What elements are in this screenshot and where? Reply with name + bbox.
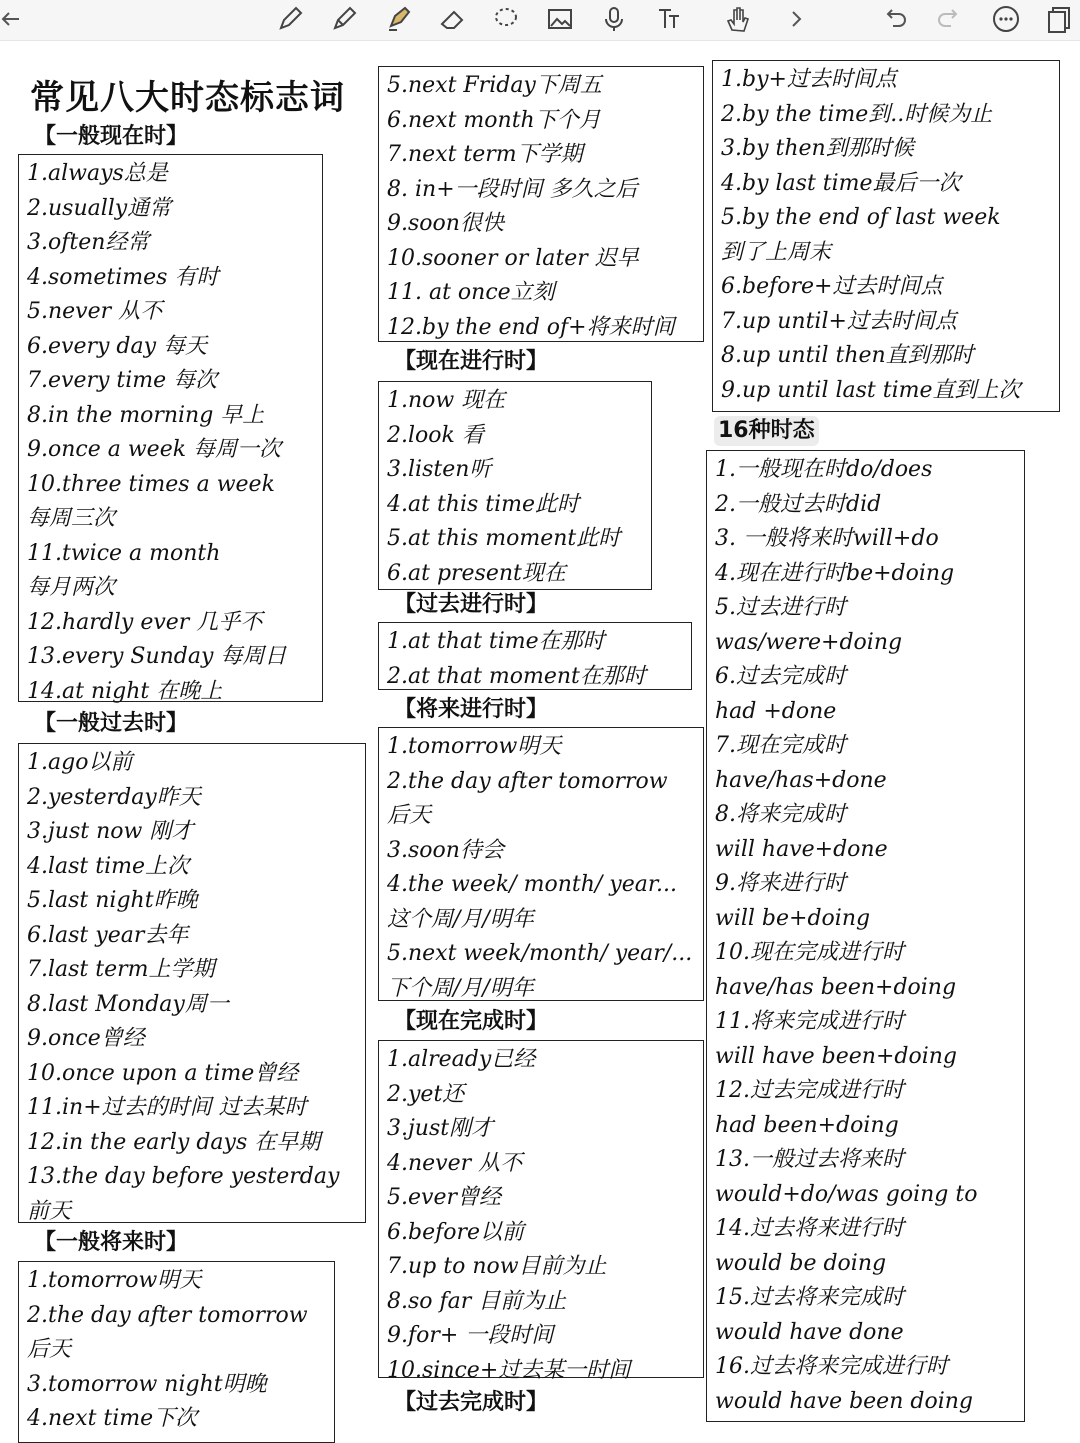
list-item: will have been+doing: [715, 1043, 957, 1069]
list-item: 5.next Friday下周五: [387, 73, 602, 98]
redo-icon[interactable]: [932, 2, 968, 36]
list-item: 12.by the end of+将来时间: [387, 314, 675, 340]
list-item: 10.three times a week: [27, 471, 275, 497]
box-simple-present: [18, 154, 323, 702]
list-item: have/has+done: [715, 767, 887, 793]
list-item: 15.过去将来完成时: [715, 1285, 904, 1310]
list-item: 4.at this time此时: [387, 491, 580, 517]
list-item: 7.last term上学期: [27, 957, 215, 982]
list-item: 5.by the end of last week: [721, 205, 1001, 230]
list-item: 2.一般过去时did: [715, 491, 882, 517]
list-item: 4.sometimes 有时: [27, 264, 219, 290]
list-item: have/has been+doing: [715, 974, 957, 1000]
box-future-continuous: [378, 727, 704, 1001]
undo-icon[interactable]: [876, 2, 912, 36]
list-item: 6.last year去年: [27, 922, 189, 948]
list-item: 8.in the morning 早上: [27, 402, 265, 428]
list-item: 1.一般现在时do/does: [715, 457, 933, 482]
list-item: 12.hardly ever 几乎不: [27, 609, 263, 635]
top-toolbar: [0, 0, 1080, 41]
list-item: would be doing: [715, 1250, 887, 1276]
section-header-simple-past: 【一般过去时】: [34, 711, 189, 736]
page-title: 常见八大时态标志词: [30, 78, 345, 118]
list-item: 4.the week/ month/ year...: [387, 872, 677, 897]
box-simple-future: [18, 1261, 335, 1443]
list-item: 3. 一般将来时will+do: [715, 526, 939, 551]
list-item: 11. at once立刻: [387, 280, 555, 305]
box-present-continuous: [378, 381, 652, 590]
list-item: 2.yesterday昨天: [27, 784, 201, 810]
list-item: 3.listen听: [387, 457, 492, 482]
list-item: 1.already已经: [387, 1047, 536, 1072]
eraser-icon[interactable]: [434, 2, 470, 36]
list-item: 6.at present现在: [387, 560, 566, 586]
section-header-present-perfect: 【现在完成时】: [394, 1009, 549, 1034]
microphone-icon[interactable]: [596, 2, 632, 36]
list-item: 9.for+ 一段时间: [387, 1323, 554, 1348]
pen-icon[interactable]: [272, 2, 308, 36]
list-item: 3.just刚才: [387, 1116, 494, 1141]
list-item: 13.every Sunday 每周日: [27, 644, 287, 669]
list-item: was/were+doing: [715, 629, 903, 655]
list-item: 6.every day 每天: [27, 333, 208, 359]
section-header-past-perfect: 【过去完成时】: [394, 1390, 549, 1415]
list-item: 下个周/月/明年: [387, 975, 534, 1001]
list-item: 后天: [27, 1337, 72, 1362]
list-item: 7.every time 每次: [27, 368, 218, 393]
section-header-sixteen-tenses: 16种时态: [714, 416, 819, 446]
list-item: 3.often经常: [27, 230, 150, 255]
list-item: 1.always总是: [27, 161, 168, 186]
list-item: 9.once a week 每周一次: [27, 437, 282, 462]
section-header-past-continuous: 【过去进行时】: [394, 592, 549, 617]
more-options-icon[interactable]: [988, 2, 1024, 36]
image-icon[interactable]: [542, 2, 578, 36]
list-item: 5.last night昨晚: [27, 888, 198, 913]
box-present-perfect: [378, 1040, 704, 1383]
list-item: 7.next term下学期: [387, 142, 583, 167]
list-item: 3.just now 刚才: [27, 819, 194, 844]
section-header-future-continuous: 【将来进行时】: [394, 697, 549, 722]
highlighter-icon[interactable]: [380, 2, 416, 36]
list-item: 6.过去完成时: [715, 664, 846, 689]
list-item: 14.at night 在晚上: [27, 678, 223, 704]
box-past-continuous: [378, 622, 692, 690]
list-item: 1.at that time在那时: [387, 629, 605, 654]
list-item: 1.tomorrow明天: [387, 734, 562, 759]
list-item: 2.yet还: [387, 1081, 465, 1107]
list-item: 每周三次: [27, 506, 116, 531]
list-item: 4.next time下次: [27, 1406, 198, 1431]
box-past-perfect: [712, 60, 1060, 412]
list-item: 8.up until then直到那时: [721, 343, 974, 368]
list-item: 6.before以前: [387, 1219, 525, 1245]
list-item: 4.by last time最后一次: [721, 170, 961, 196]
list-item: 到了上周末: [721, 239, 832, 265]
box-sixteen-tenses: [706, 450, 1025, 1422]
list-item: 5.ever曾经: [387, 1185, 501, 1210]
list-item: 1.by+过去时间点: [721, 67, 897, 92]
list-item: 6.before+过去时间点: [721, 274, 943, 299]
list-item: 13.the day before yesterday: [27, 1164, 340, 1189]
list-item: 8.so far 目前为止: [387, 1288, 567, 1314]
list-item: 11.twice a month: [27, 540, 221, 566]
list-item: 2.the day after tomorrow: [27, 1302, 308, 1328]
list-item: 8.last Monday周一: [27, 991, 229, 1017]
list-item: 6.next month下个月: [387, 107, 601, 133]
list-item: 1.ago以前: [27, 750, 133, 775]
list-item: will have+done: [715, 836, 888, 862]
list-item: 4.last time上次: [27, 853, 190, 879]
list-item: 4.never 从不: [387, 1150, 523, 1176]
list-item: 后天: [387, 803, 432, 828]
list-item: 12.过去完成进行时: [715, 1078, 904, 1103]
list-item: 10.sooner or later 迟早: [387, 245, 639, 271]
list-item: 2.look 看: [387, 422, 484, 448]
list-item: 4.现在进行时be+doing: [715, 560, 955, 586]
pages-icon[interactable]: [1042, 2, 1078, 36]
list-item: 3.tomorrow night明晚: [27, 1371, 267, 1397]
list-item: 12.in the early days 在早期: [27, 1129, 321, 1155]
chevron-right-icon[interactable]: [778, 2, 814, 36]
list-item: 16.过去将来完成进行时: [715, 1354, 948, 1379]
list-item: 5.过去进行时: [715, 595, 846, 620]
list-item: 3.soon待会: [387, 837, 504, 863]
list-item: 7.up until+过去时间点: [721, 308, 957, 334]
back-arrow-icon[interactable]: [0, 2, 30, 36]
list-item: 7.现在完成时: [715, 733, 846, 758]
list-item: 10.since+过去某一时间: [387, 1357, 631, 1383]
list-item: 2.at that moment在那时: [387, 663, 646, 689]
section-header-simple-future: 【一般将来时】: [34, 1230, 189, 1255]
list-item: 9.将来进行时: [715, 871, 846, 896]
list-item: 2.usually通常: [27, 195, 172, 221]
lasso-icon[interactable]: [488, 2, 524, 36]
list-item: 2.the day after tomorrow: [387, 768, 668, 794]
list-item: 8. in+一段时间 多久之后: [387, 176, 638, 202]
list-item: 每月两次: [27, 575, 116, 600]
section-header-simple-present: 【一般现在时】: [34, 124, 189, 149]
list-item: 14.过去将来进行时: [715, 1216, 904, 1241]
box-simple-future-continued: [378, 66, 704, 342]
list-item: would+do/was going to: [715, 1181, 978, 1207]
list-item: 5.next week/month/ year/...: [387, 941, 693, 966]
list-item: 10.现在完成进行时: [715, 940, 904, 965]
list-item: 9.once曾经: [27, 1026, 145, 1051]
list-item: had been+doing: [715, 1112, 899, 1138]
list-item: 9.soon很快: [387, 211, 504, 236]
list-item: 8.将来完成时: [715, 802, 846, 827]
list-item: 2.by the time到..时候为止: [721, 101, 993, 127]
text-icon[interactable]: [650, 2, 686, 36]
list-item: 这个周/月/明年: [387, 906, 534, 932]
list-item: 1.tomorrow明天: [27, 1268, 202, 1293]
hand-icon[interactable]: [720, 2, 756, 36]
list-item: 10.once upon a time曾经: [27, 1060, 299, 1086]
section-header-present-continuous: 【现在进行时】: [394, 349, 549, 374]
list-item: 7.up to now目前为止: [387, 1254, 607, 1279]
box-simple-past: [18, 743, 366, 1223]
list-item: had +done: [715, 698, 837, 724]
list-item: 5.never 从不: [27, 299, 163, 324]
list-item: would have done: [715, 1319, 904, 1345]
list-item: 前天: [27, 1198, 72, 1224]
list-item: 13.一般过去将来时: [715, 1147, 904, 1172]
list-item: 9.up until last time直到上次: [721, 377, 1021, 403]
list-item: 1.now 现在: [387, 388, 506, 413]
list-item: 5.at this moment此时: [387, 526, 621, 551]
list-item: 11.将来完成进行时: [715, 1009, 904, 1034]
list-item: 3.by then到那时候: [721, 136, 914, 161]
list-item: 11.in+过去的时间 过去某时: [27, 1095, 307, 1120]
list-item: will be+doing: [715, 905, 871, 931]
pencil-icon[interactable]: [326, 2, 362, 36]
list-item: would have been doing: [715, 1388, 973, 1414]
